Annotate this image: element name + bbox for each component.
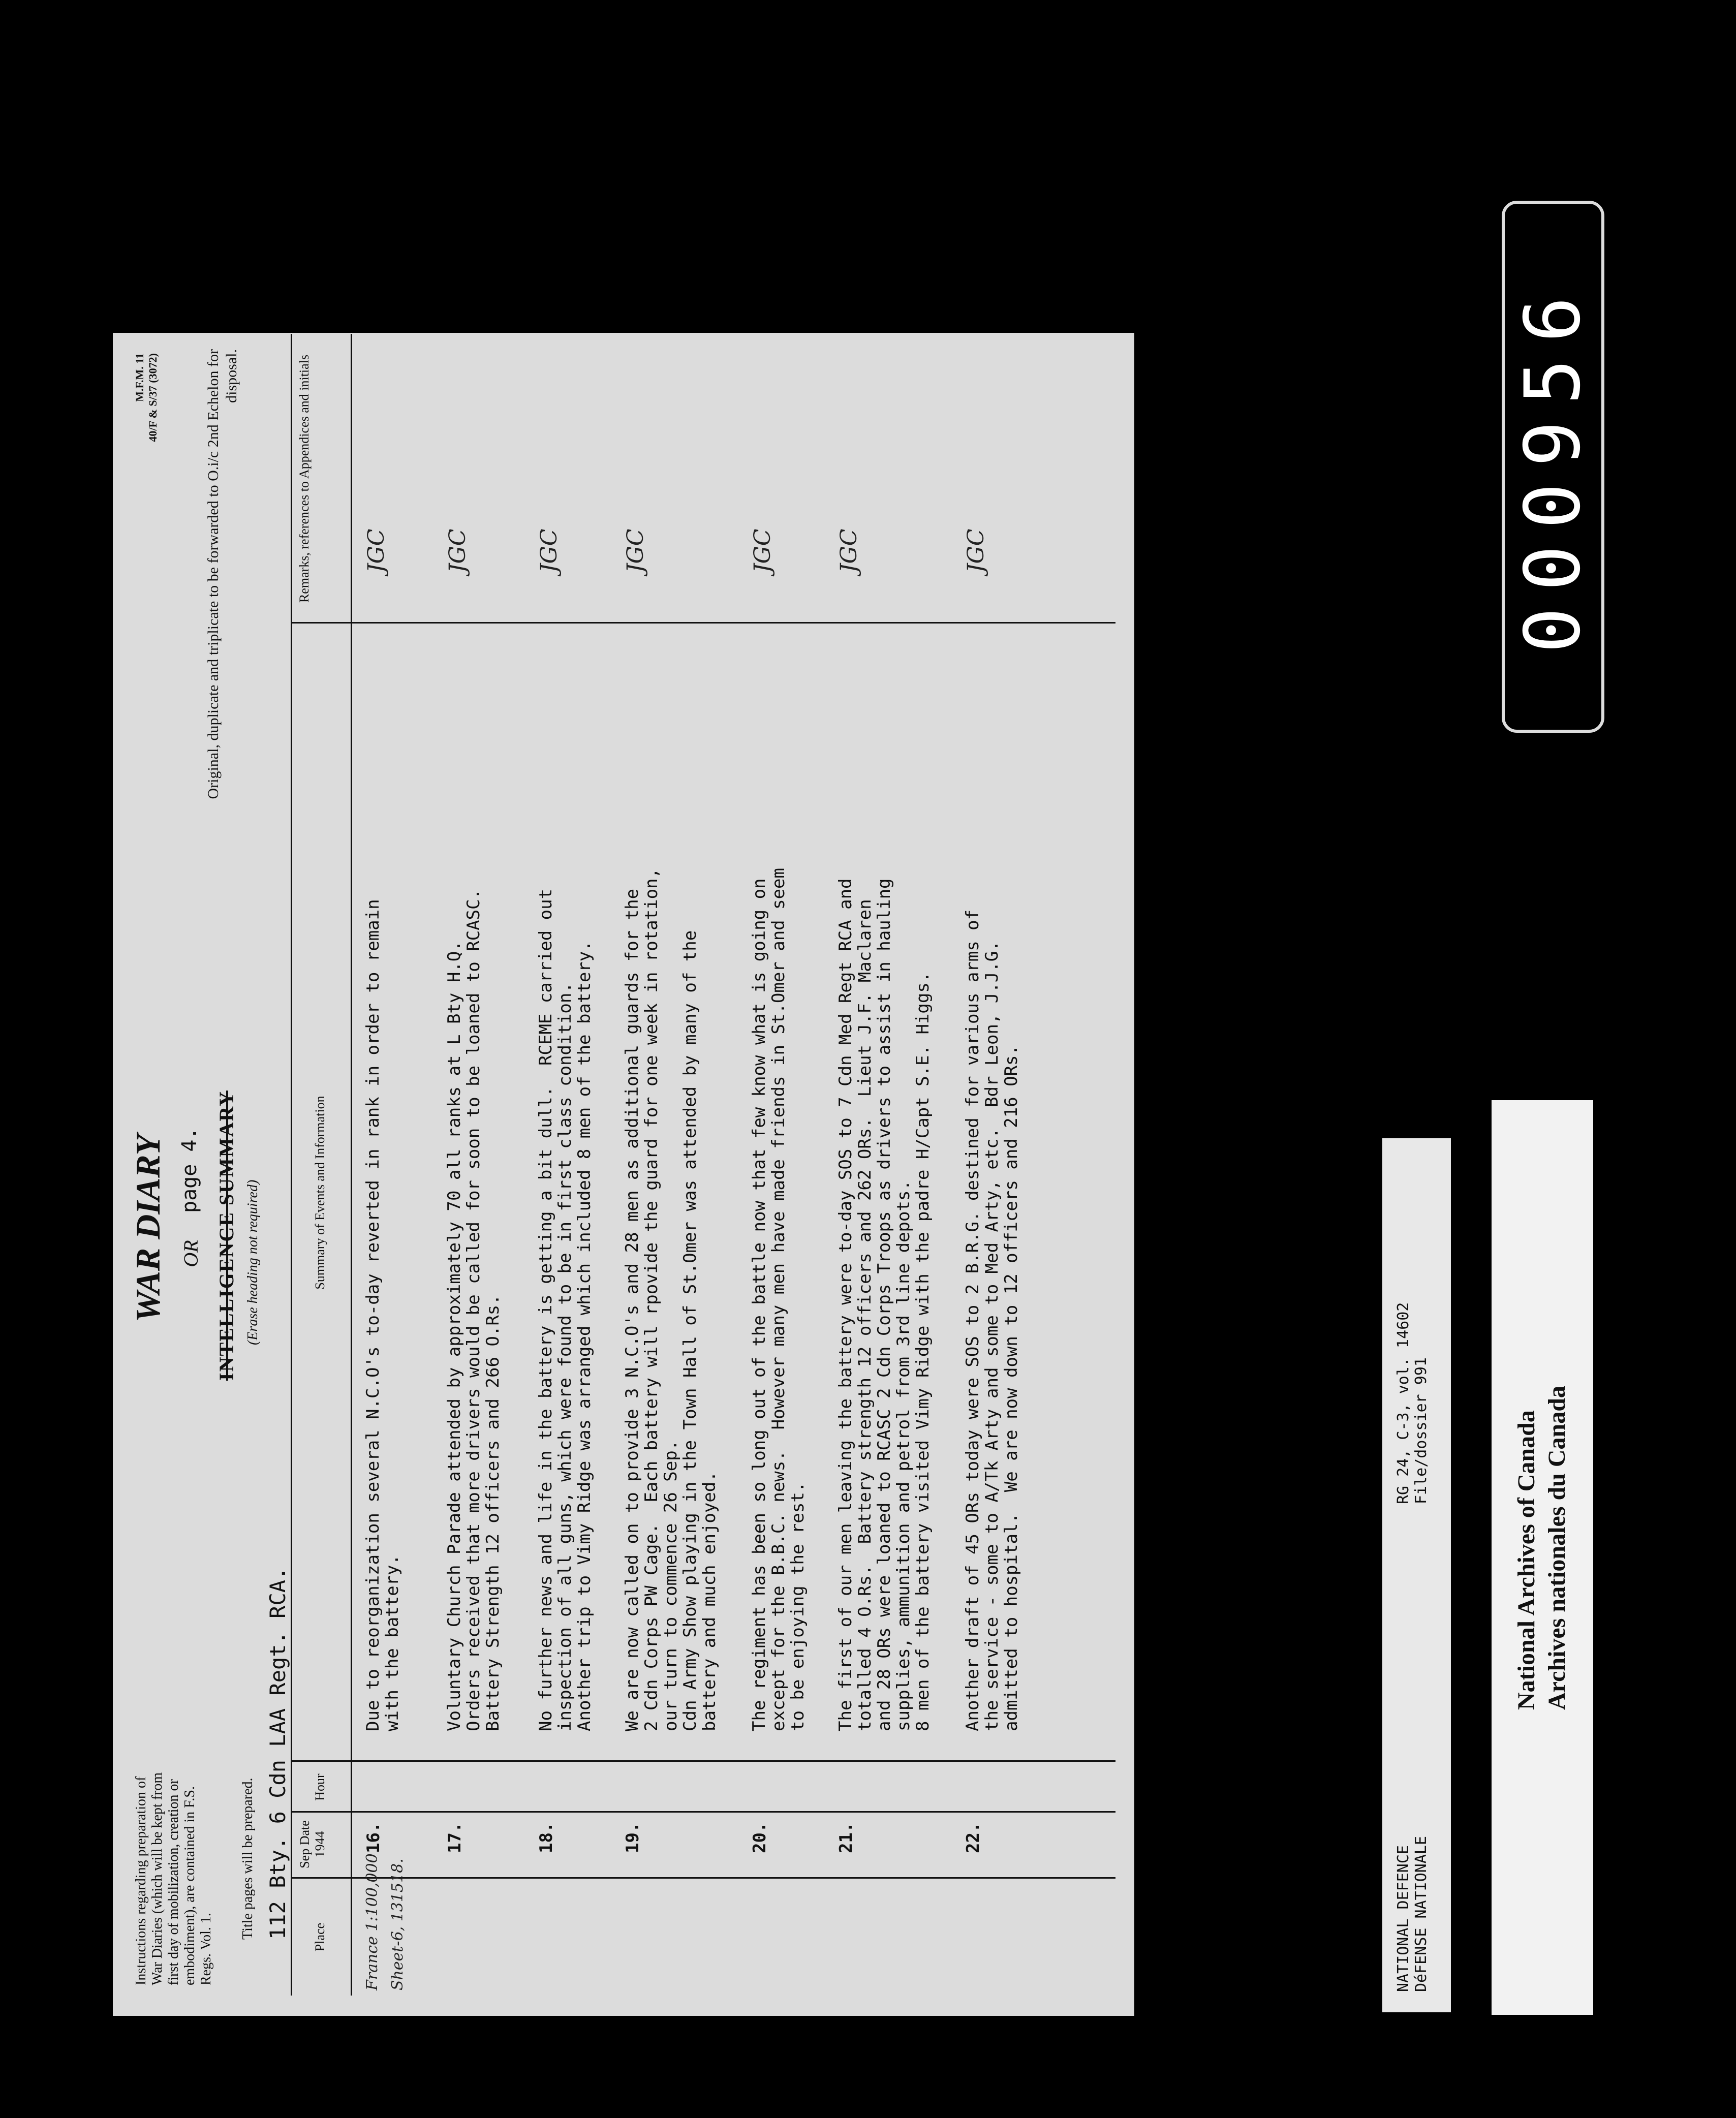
unit-name: 112 Bty. 6 Cdn LAA Regt. RCA. <box>265 1567 290 1940</box>
entry-date: 17. <box>445 1822 465 1853</box>
archives-line-1: National Archives of Canada <box>1513 1410 1540 1710</box>
entry-date: 18. <box>536 1822 556 1853</box>
archives-content <box>1492 1100 1593 2015</box>
col-divider <box>292 1760 1115 1762</box>
national-archives-label <box>1492 1100 1593 2015</box>
entry-date: 20. <box>750 1822 770 1853</box>
col-divider <box>292 622 1115 624</box>
original-note: Original, duplicate and triplicate to be forwarded to O.i/c 2nd Echelon for disposal. <box>205 349 240 799</box>
col-header-hour: Hour <box>313 1773 327 1801</box>
sheet-content <box>113 333 1134 2016</box>
frame-number: 000956 <box>1509 280 1597 653</box>
entry-text: The regiment has been so long out of the battle now that few know what is going on except for the B.B.C. news. However many men have made friends in St.Omer and seem to be enjoying the rest. <box>749 868 808 1731</box>
entry-text: The first of our men leaving the battery were to-day SOS to 7 Cdn Med Regt RCA and totalled 4 O.Rs. Battery strength 12 officers and 262 ORs. Lieut J.F. Maclaren and 28 ORs were loaned to RCASC 2 Cdn Corps Troops as drivers to assist in hauling supplies, ammunition and petrol from 3rd line depots. 8 men of the battery visited Vimy Ridge with the padre H/Capt S.E. Higgs. <box>835 878 933 1731</box>
col-header-summary: Summary of Events and Information <box>313 1096 327 1290</box>
entry-date: 16. <box>363 1822 384 1853</box>
erase-note: (Erase heading not required) <box>245 1179 261 1345</box>
title-pages-note: Title pages will be prepared. <box>240 1778 256 1940</box>
stamp-line-2: DéFENSE NATIONALE <box>1412 1835 1430 1992</box>
place-note-sheet: Sheet-6, 131518. <box>389 1858 407 1990</box>
place-note-map: France 1:100,000 <box>363 1853 381 1990</box>
diary-table <box>291 334 1115 1996</box>
war-diary-sheet <box>113 333 1134 2016</box>
page-number: page 4. <box>178 1127 201 1213</box>
instructions-text: Instructions regarding preparation of War Diaries (which will be kept from first day of mobilization, creation or embodiment), are contained in F.S. Regs. Vol. 1. <box>133 1772 214 1985</box>
entry-date: 21. <box>836 1822 856 1853</box>
col-divider <box>292 1811 1115 1813</box>
entry-date: 19. <box>623 1822 643 1853</box>
form-reference <box>133 353 160 442</box>
entry-initials: JGC <box>750 528 776 573</box>
entry-initials: JGC <box>363 528 389 573</box>
national-defence-stamp <box>1382 1138 1451 2012</box>
entry-text: Due to reorganization several N.C.O's to-day reverted in rank in order to remain with the battery. <box>363 899 402 1731</box>
entry-text: We are now called on to provide 3 N.C.O's and 28 men as additional guards for the 2 Cdn Corps PW Cage. Each battery will rpovide the guard for one week in rotation, our turn to commence 26 Sep. Cdn Army Show playing in the Town Hall of St.Omer was attended by many of the battery and much enjoyed. <box>622 868 720 1731</box>
or-label: OR <box>179 1240 202 1267</box>
stamp-content <box>1382 1138 1451 2012</box>
col-divider <box>292 1877 1115 1879</box>
col-header-place: Place <box>313 1922 327 1952</box>
entry-initials: JGC <box>963 528 989 573</box>
header-divider <box>351 334 352 1996</box>
entry-initials: JGC <box>536 528 562 573</box>
form-ref-2: 40/F & S/37 (3072) <box>146 353 159 442</box>
struck-heading: INTELLIGENCE SUMMARY <box>215 1091 238 1381</box>
stamp-ref-2: File/dossier 991 <box>1412 1357 1430 1504</box>
entry-initials: JGC <box>445 528 471 573</box>
entry-text: No further news and life in the battery is getting a bit dull. RCEME carried out inspection of all guns, which were found to be in first class condition. Another trip to Vimy Ridge was arranged which included 8 men of the battery. <box>536 888 595 1731</box>
stamp-line-1: NATIONAL DEFENCE <box>1394 1845 1412 1992</box>
entry-text: Another draft of 45 ORs today were SOS to 2 B.R.G. destined for various arms of the service - some to A/Tk Arty and some to Med Arty, etc. Bdr Leon, J.J.G. admitted to hospital. We are now down to 12 officers and 216 ORs. <box>963 909 1021 1731</box>
frame-number-label <box>1502 201 1604 733</box>
col-header-date: Sep Date 1944 <box>297 1820 327 1868</box>
entry-initials: JGC <box>623 528 648 573</box>
entry-text: Voluntary Church Parade attended by approximately 70 all ranks at L Bty H.Q. Orders received that more drivers would be called for soon to be loaned to RCASC. Battery Strength 12 officers and 266 O.Rs. <box>444 888 503 1731</box>
entry-date: 22. <box>963 1822 983 1853</box>
stamp-ref-1: RG 24, C-3, vol. 14602 <box>1394 1302 1412 1504</box>
page-title: WAR DIARY <box>129 1134 167 1322</box>
archives-line-2: Archives nationales du Canada <box>1543 1386 1570 1710</box>
form-ref-1: M.F.M. 11 <box>133 353 146 402</box>
entry-initials: JGC <box>836 528 862 573</box>
col-header-remarks: Remarks, references to Appendices and initials <box>297 354 312 603</box>
